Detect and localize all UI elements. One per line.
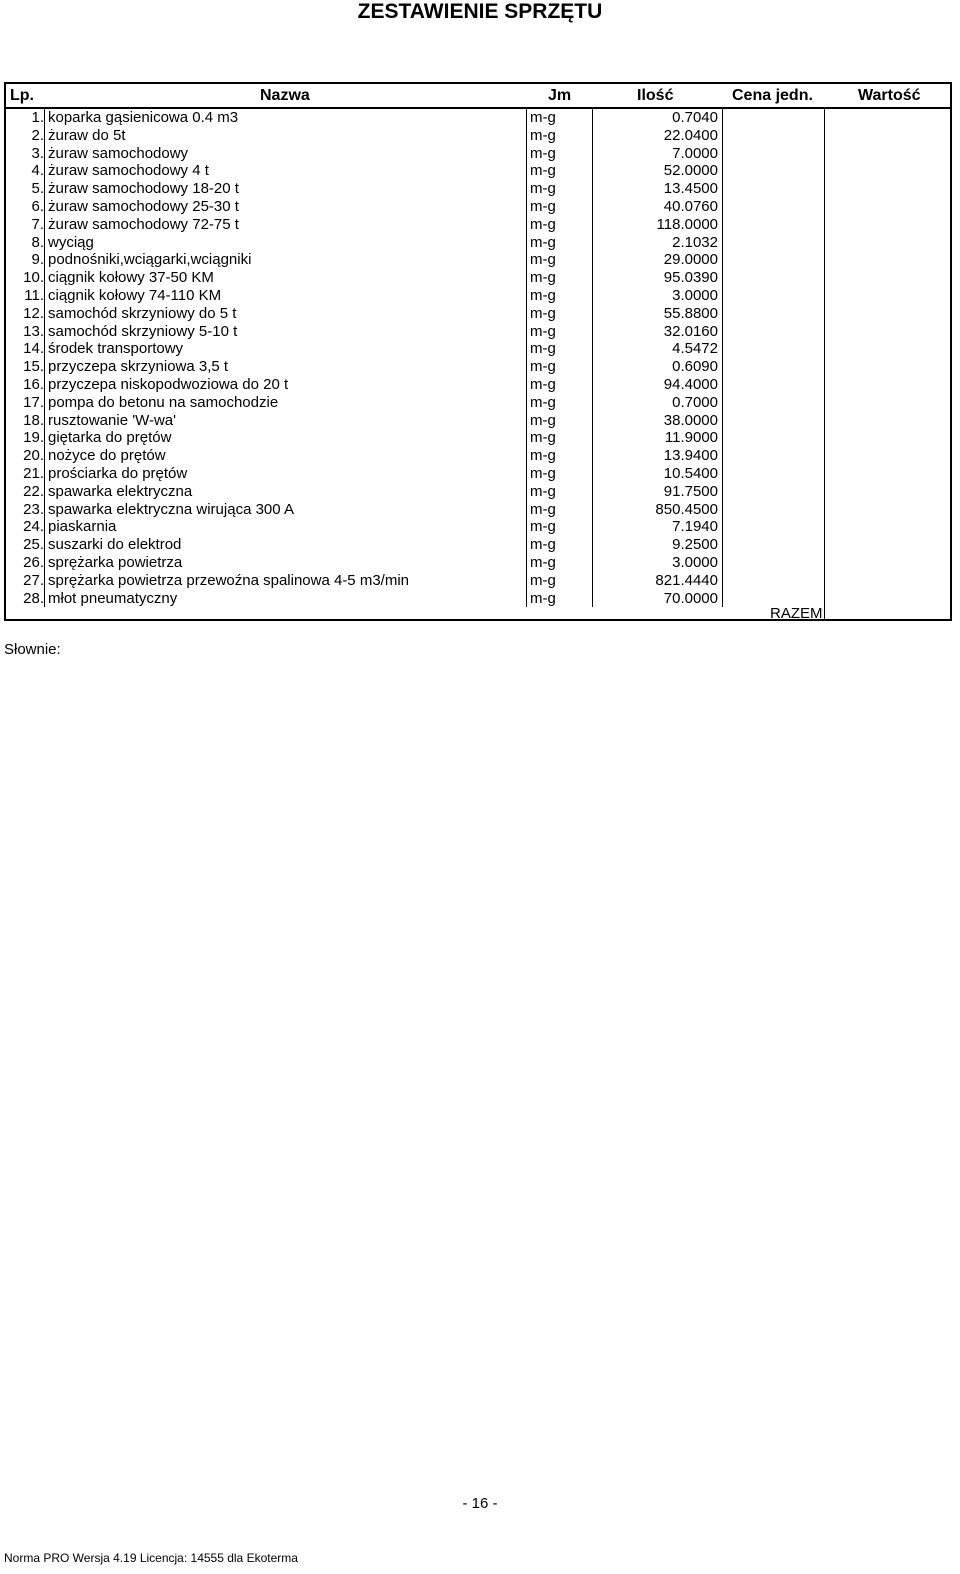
row-lp: 28.: [23, 589, 44, 607]
table-row: [6, 127, 950, 145]
column-divider: [526, 109, 527, 607]
row-lp: 15.: [23, 358, 44, 376]
row-lp: 22.: [23, 482, 44, 500]
header-unit-price: Cena jedn.: [732, 87, 813, 104]
table-row: [6, 572, 950, 590]
row-name: sprężarka powietrza przewoźna spalinowa 4-5 m3/min: [48, 571, 409, 589]
row-name: prościarka do prętów: [48, 464, 188, 482]
table-row: [6, 145, 950, 163]
table-row: [6, 412, 950, 430]
table-row: [6, 536, 950, 554]
page-title: ZESTAWIENIE SPRZĘTU: [357, 0, 603, 23]
row-qty: 22.0400: [663, 126, 718, 144]
header-value: Wartość: [858, 87, 921, 104]
row-qty: 3.0000: [672, 286, 718, 304]
row-jm: m-g: [530, 553, 556, 571]
row-qty: 13.9400: [663, 447, 718, 465]
row-jm: m-g: [530, 322, 556, 340]
row-lp: 10.: [23, 269, 44, 287]
row-name: żuraw samochodowy 4 t: [48, 162, 209, 180]
row-jm: m-g: [530, 215, 556, 233]
table-row: [6, 216, 950, 234]
row-qty: 94.4000: [663, 375, 718, 393]
row-jm: m-g: [530, 251, 556, 269]
row-lp: 1.: [31, 109, 44, 126]
row-qty: 32.0160: [663, 322, 718, 340]
row-name: żuraw samochodowy 25-30 t: [48, 197, 239, 215]
row-name: żuraw samochodowy: [48, 144, 189, 162]
row-qty: 0.7000: [672, 393, 718, 411]
row-name: spawarka elektryczna wirująca 300 A: [48, 500, 294, 518]
table-row: [6, 465, 950, 483]
row-lp: 18.: [23, 411, 44, 429]
row-jm: m-g: [530, 393, 556, 411]
page-number: - 16 -: [462, 1495, 498, 1512]
row-qty: 13.4500: [663, 180, 718, 198]
table-row: [6, 394, 950, 412]
row-qty: 55.8800: [663, 304, 718, 322]
row-qty: 91.7500: [663, 482, 718, 500]
row-jm: m-g: [530, 304, 556, 322]
row-lp: 5.: [31, 180, 44, 198]
row-jm: m-g: [530, 269, 556, 287]
row-name: sprężarka powietrza: [48, 553, 183, 571]
table-row: [6, 376, 950, 394]
row-name: koparka gąsienicowa 0.4 m3: [48, 109, 239, 126]
row-lp: 9.: [31, 251, 44, 269]
row-jm: m-g: [530, 197, 556, 215]
row-lp: 14.: [23, 340, 44, 358]
row-name: podnośniki,wciągarki,wciągniki: [48, 251, 252, 269]
row-qty: 3.0000: [672, 553, 718, 571]
row-qty: 10.5400: [663, 464, 718, 482]
table-row: [6, 234, 950, 252]
row-lp: 27.: [23, 571, 44, 589]
row-lp: 21.: [23, 464, 44, 482]
row-jm: m-g: [530, 482, 556, 500]
row-qty: 4.5472: [672, 340, 718, 358]
row-name: przyczepa niskopodwoziowa do 20 t: [48, 375, 289, 393]
row-lp: 4.: [31, 162, 44, 180]
row-name: giętarka do prętów: [48, 429, 172, 447]
table-row: [6, 429, 950, 447]
table-row: [6, 162, 950, 180]
table-row: [6, 483, 950, 501]
table-row: [6, 501, 950, 519]
table-header: [6, 84, 950, 109]
row-jm: m-g: [530, 429, 556, 447]
row-name: żuraw samochodowy 18-20 t: [48, 180, 239, 198]
row-jm: m-g: [530, 536, 556, 554]
row-qty: 38.0000: [663, 411, 718, 429]
table-row: [6, 251, 950, 269]
row-name: nożyce do prętów: [48, 447, 166, 465]
row-lp: 7.: [31, 215, 44, 233]
row-name: żuraw do 5t: [48, 126, 126, 144]
row-qty: 7.1940: [672, 518, 718, 536]
row-lp: 11.: [24, 286, 44, 304]
row-name: młot pneumatyczny: [48, 589, 178, 607]
row-name: ciągnik kołowy 37-50 KM: [48, 269, 214, 287]
row-name: samochód skrzyniowy 5-10 t: [48, 322, 238, 340]
row-lp: 23.: [23, 500, 44, 518]
row-qty: 95.0390: [663, 269, 718, 287]
row-qty: 11.9000: [664, 429, 718, 447]
table-row: [6, 180, 950, 198]
row-lp: 13.: [23, 322, 44, 340]
column-divider: [44, 109, 45, 607]
row-lp: 8.: [31, 233, 44, 251]
row-name: ciągnik kołowy 74-110 KM: [48, 286, 222, 304]
row-lp: 25.: [23, 536, 44, 554]
row-jm: m-g: [530, 233, 556, 251]
row-lp: 2.: [31, 126, 44, 144]
header-jm: Jm: [548, 87, 572, 104]
column-divider: [592, 109, 593, 607]
column-divider: [722, 109, 723, 607]
row-jm: m-g: [530, 500, 556, 518]
table-row: [6, 518, 950, 536]
table-row: [6, 340, 950, 358]
row-jm: m-g: [530, 518, 556, 536]
row-jm: m-g: [530, 358, 556, 376]
row-qty: 0.7040: [672, 109, 718, 126]
total-label: RAZEM: [770, 605, 823, 622]
row-qty: 850.4500: [655, 500, 718, 518]
amount-in-words-label: Słownie:: [4, 641, 61, 658]
row-qty: 2.1032: [672, 233, 718, 251]
row-lp: 6.: [31, 197, 44, 215]
row-lp: 19.: [23, 429, 44, 447]
row-name: żuraw samochodowy 72-75 t: [48, 215, 239, 233]
header-qty: Ilość: [637, 87, 674, 104]
row-name: suszarki do elektrod: [48, 536, 182, 554]
row-jm: m-g: [530, 286, 556, 304]
table-row: [6, 323, 950, 341]
row-jm: m-g: [530, 144, 556, 162]
row-jm: m-g: [530, 126, 556, 144]
row-lp: 3.: [31, 144, 44, 162]
row-jm: m-g: [530, 571, 556, 589]
row-lp: 16.: [23, 375, 44, 393]
row-name: spawarka elektryczna: [48, 482, 193, 500]
table-row: [6, 554, 950, 572]
row-name: wyciąg: [48, 233, 94, 251]
row-qty: 0.6090: [672, 358, 718, 376]
row-lp: 26.: [23, 553, 44, 571]
table-row: [6, 358, 950, 376]
row-name: piaskarnia: [48, 518, 117, 536]
row-name: samochód skrzyniowy do 5 t: [48, 304, 237, 322]
row-jm: m-g: [530, 340, 556, 358]
table-row: [6, 198, 950, 216]
table-row: [6, 447, 950, 465]
row-qty: 70.0000: [663, 589, 718, 607]
row-jm: m-g: [530, 447, 556, 465]
header-lp: Lp.: [10, 87, 34, 104]
row-jm: m-g: [530, 162, 556, 180]
row-name: środek transportowy: [48, 340, 184, 358]
row-qty: 118.0000: [656, 215, 718, 233]
row-lp: 12.: [23, 304, 44, 322]
table-body: [6, 109, 950, 607]
table-row: [6, 305, 950, 323]
row-jm: m-g: [530, 375, 556, 393]
equipment-table: [4, 82, 952, 621]
row-lp: 17.: [23, 393, 44, 411]
table-row: [6, 269, 950, 287]
row-lp: 24.: [23, 518, 44, 536]
row-name: rusztowanie 'W-wa': [48, 411, 176, 429]
row-name: przyczepa skrzyniowa 3,5 t: [48, 358, 229, 376]
row-jm: m-g: [530, 411, 556, 429]
row-jm: m-g: [530, 109, 556, 126]
footer-license: Norma PRO Wersja 4.19 Licencja: 14555 dla Ekoterma: [4, 1551, 298, 1565]
row-qty: 821.4440: [655, 571, 718, 589]
row-name: pompa do betonu na samochodzie: [48, 393, 279, 411]
row-qty: 7.0000: [672, 144, 718, 162]
row-jm: m-g: [530, 464, 556, 482]
row-jm: m-g: [530, 589, 556, 607]
row-jm: m-g: [530, 180, 556, 198]
row-qty: 52.0000: [663, 162, 718, 180]
table-row: [6, 287, 950, 305]
row-lp: 20.: [23, 447, 44, 465]
row-qty: 40.0760: [663, 197, 718, 215]
row-qty: 29.0000: [663, 251, 718, 269]
table-row: [6, 109, 950, 127]
column-divider: [824, 109, 825, 621]
header-name: Nazwa: [260, 87, 310, 104]
row-qty: 9.2500: [672, 536, 718, 554]
